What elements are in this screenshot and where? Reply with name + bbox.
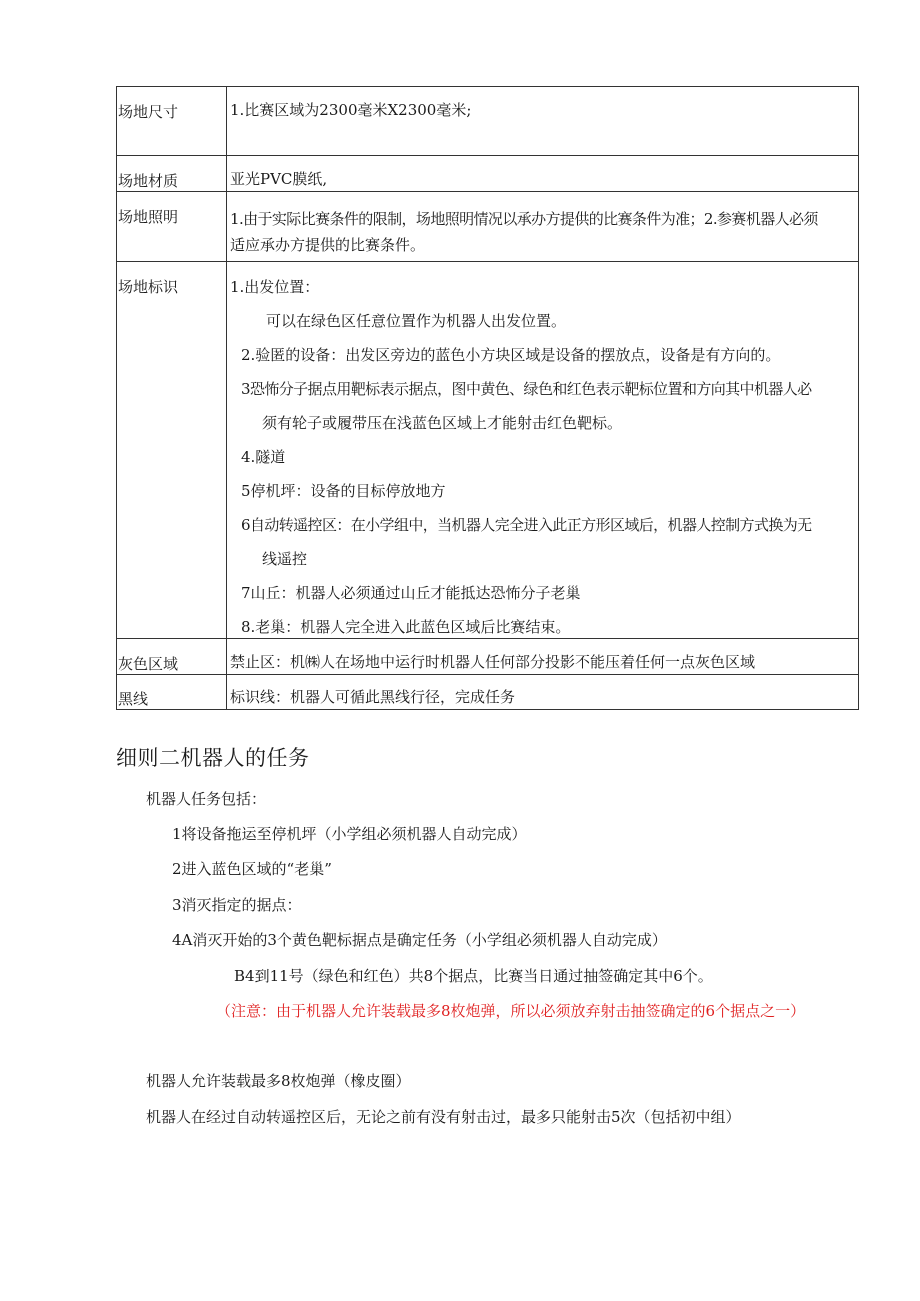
content-line: 1.由于实际比赛条件的限制，场地照明情况以承办方提供的比赛条件为准；2.参赛机器人必须 [230,210,818,228]
rule-line: 机器人在经过自动转遥控区后，无论之前有没有射击过，最多只能射击5次（包括初中组） [146,1108,741,1126]
content-line: 8.老巢：机器人完全进入此蓝色区域后比赛结束。 [241,618,571,636]
table-row [117,87,859,156]
content-line: 5停机坪：设备的目标停放地方 [241,482,446,500]
content-line: 7山丘：机器人必须通过山丘才能抵达恐怖分子老巢 [241,584,581,602]
content-line: 禁止区：机㈱人在场地中运行时机器人任何部分投影不能压着任何一点灰色区域 [230,653,756,671]
row-content [227,639,859,675]
content-line: 亚光PVC膜纸, [230,170,328,188]
row-content [227,87,859,156]
table-row [117,262,859,639]
table-row [117,675,859,710]
content-line: 标识线：机器人可循此黑线行径，完成任务 [230,688,516,706]
content-line: 可以在绿色区任意位置作为机器人出发位置。 [266,312,567,330]
row-label: 场地标识 [117,262,227,639]
table-row [117,192,859,262]
task-item: 4A消灭开始的3个黄色靶标据点是确定任务（小学组必须机器人自动完成） [172,931,667,949]
task-item: 2进入蓝色区域的“老巢” [172,860,332,878]
row-content [227,192,859,262]
content-line: 3恐怖分子据点用靶标表示据点，图中黄色、绿色和红色表示靶标位置和方向其中机器人必 [241,380,812,398]
task-intro: 机器人任务包括： [146,790,267,808]
row-content [227,156,859,192]
row-label: 灰色区域 [117,639,227,675]
content-line: 6自动转遥控区：在小学组中，当机器人完全进入此正方形区域后，机器人控制方式换为无 [241,516,812,534]
venue-spec-table [116,86,859,710]
section-heading: 细则二机器人的任务 [116,746,310,770]
table-row [117,156,859,192]
content-line: 1.比赛区域为2300毫米X2300毫米; [230,101,472,119]
task-item: 3消灭指定的据点： [172,896,302,914]
row-content [227,262,859,639]
content-line: 4.隧道 [241,448,286,466]
task-item: 1将设备拖运至停机坪（小学组必须机器人自动完成） [172,825,527,843]
row-content [227,675,859,710]
content-line: 1.出发位置： [230,278,320,296]
task-item: B4到11号（绿色和红色）共8个据点，比赛当日通过抽签确定其中6个。 [234,967,713,985]
content-line: 须有轮子或履带压在浅蓝色区域上才能射击红色靶标。 [262,414,623,432]
row-label: 黑线 [117,675,227,710]
content-line: 适应承办方提供的比赛条件。 [230,236,426,254]
content-line: 线遥控 [262,550,308,568]
task-note: （注意：由于机器人允许装载最多8枚炮弹，所以必须放弃射击抽签确定的6个据点之一） [216,1002,806,1020]
table-row [117,639,859,675]
row-label: 场地材质 [117,156,227,192]
content-line: 2.验匿的设备：出发区旁边的蓝色小方块区域是设备的摆放点，设备是有方向的。 [241,346,781,364]
rule-line: 机器人允许装载最多8枚炮弹（橡皮圈） [146,1072,411,1090]
row-label: 场地尺寸 [117,87,227,156]
row-label: 场地照明 [117,192,227,262]
